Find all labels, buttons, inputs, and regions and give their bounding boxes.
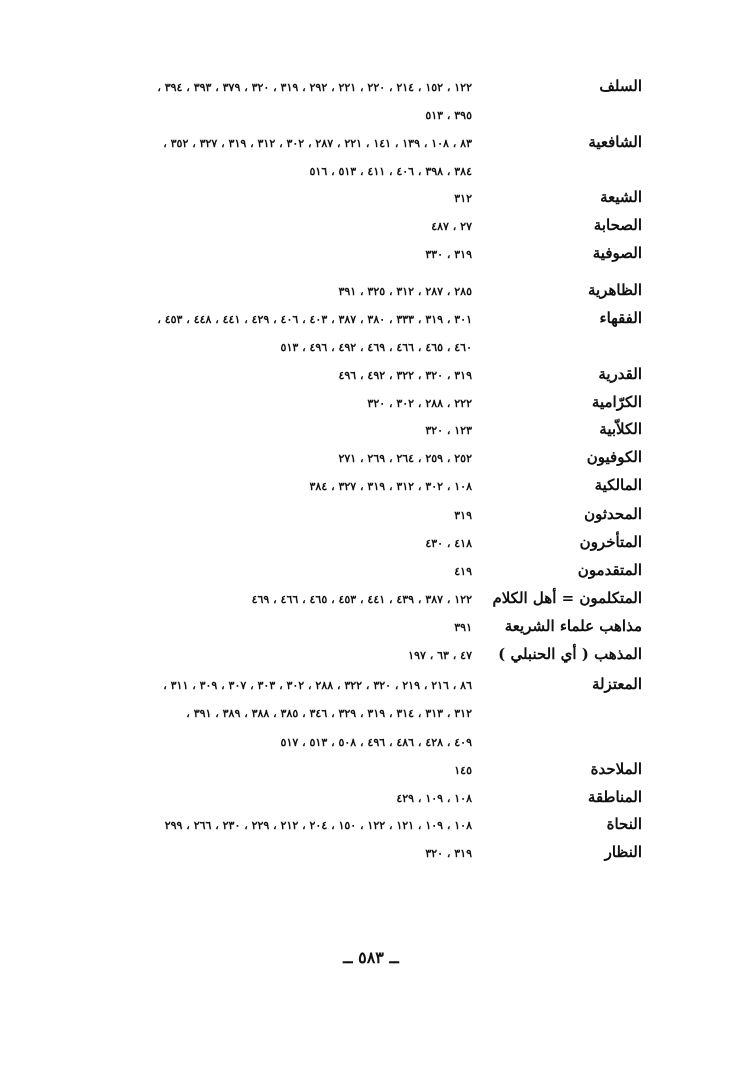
- page-references: ١٢٢ ، ٣٨٧ ، ٤٣٩ ، ٤٤١ ، ٤٥٣ ، ٤٦٥ ، ٤٦٦ ، ٤٦٩: [251, 593, 472, 606]
- index-term: الكرّامية: [591, 393, 642, 411]
- index-term: الفقهاء: [599, 309, 642, 327]
- index-term: المالكية: [594, 476, 642, 494]
- page-references: ٤٠٩ ، ٤٢٨ ، ٤٨٦ ، ٤٩٦ ، ٥٠٨ ، ٥١٣ ، ٥١٧: [280, 736, 472, 749]
- index-term: المحدثون: [584, 505, 642, 523]
- index-term: الشيعة: [600, 188, 642, 206]
- page-references: ١٠٨ ، ٣٠٢ ، ٣١٢ ، ٣١٩ ، ٣٢٧ ، ٣٨٤: [309, 480, 472, 493]
- index-term: المتكلمون = أهل الكلام: [492, 589, 642, 607]
- page-references: ١٠٨ ، ١٠٩ ، ١٢١ ، ١٢٢ ، ١٥٠ ، ٢٠٤ ، ٢١٢ ، ٢٢٩ ، ٢٣٠ ، ٢٦٦ ، ٢٩٩: [164, 819, 472, 832]
- page-references: ٢٢٢ ، ٢٨٨ ، ٣٠٢ ، ٣٢٠: [367, 397, 472, 410]
- page-references: ٣٨٤ ، ٣٩٨ ، ٤٠٦ ، ٤١١ ، ٥١٣ ، ٥١٦: [309, 165, 472, 178]
- page-references: ٣١٩ ، ٣٣٠: [425, 248, 472, 261]
- page-references: ٨٣ ، ١٠٨ ، ١٣٩ ، ١٤١ ، ٢٢١ ، ٢٨٧ ، ٣٠٢ ، ٣١٢ ، ٣١٩ ، ٣٢٧ ، ٣٥٢ ،: [163, 137, 472, 150]
- index-term: النظار: [604, 843, 642, 861]
- index-term: النحاة: [606, 815, 642, 833]
- page-references: ١٢٣ ، ٣٢٠: [425, 424, 472, 437]
- index-term: المعتزلة: [591, 675, 642, 693]
- page-references: ٤٦٠ ، ٤٦٥ ، ٤٦٦ ، ٤٦٩ ، ٤٩٢ ، ٤٩٦ ، ٥١٣: [280, 341, 472, 354]
- page-references: ٤١٩: [454, 565, 472, 578]
- index-term: الظاهرية: [587, 281, 642, 299]
- page-references: ٢٨٥ ، ٢٨٧ ، ٣١٢ ، ٣٢٥ ، ٣٩١: [338, 285, 472, 298]
- index-term: المناطقة: [587, 788, 642, 806]
- page-references: ٨٦ ، ٢١٦ ، ٢١٩ ، ٣٢٠ ، ٣٢٢ ، ٢٨٨ ، ٣٠٢ ، ٣٠٣ ، ٣٠٧ ، ٣٠٩ ، ٣١١ ،: [163, 679, 472, 692]
- page-references: ١٤٥: [454, 764, 472, 777]
- index-term: المذهب ( أي الحنبلي ): [498, 645, 642, 663]
- page-references: ٢٥٢ ، ٢٥٩ ، ٢٦٤ ، ٢٦٩ ، ٢٧١: [338, 452, 472, 465]
- page-references: ٤٧ ، ٦٣ ، ١٩٧: [408, 649, 472, 662]
- page-references: ٣١٩: [454, 509, 472, 522]
- index-term: مذاهب علماء الشريعة: [504, 617, 642, 635]
- index-term: السلف: [599, 77, 642, 95]
- page-references: ٣١٩ ، ٣٢٠ ، ٣٢٢ ، ٤٩٢ ، ٤٩٦: [338, 369, 472, 382]
- page-references: ٣١٢ ، ٣١٣ ، ٣١٤ ، ٣١٩ ، ٣٢٩ ، ٣٤٦ ، ٣٨٥ ، ٣٨٨ ، ٣٨٩ ، ٣٩١ ،: [186, 707, 472, 720]
- page-references: ٢٧ ، ٤٨٧: [431, 220, 472, 233]
- index-term: الكلاّبية: [599, 420, 642, 438]
- index-term: المتقدمون: [577, 561, 642, 579]
- index-term: الكوفيون: [586, 448, 642, 466]
- page-references: ٤١٨ ، ٤٣٠: [425, 537, 472, 550]
- index-term: الصوفية: [592, 244, 642, 262]
- page-number: ــ ٥٨٣ ــ: [343, 948, 399, 967]
- index-term: الشافعية: [588, 133, 642, 151]
- index-term: الملاحدة: [590, 760, 642, 778]
- index-term: المتأخرون: [579, 533, 642, 551]
- page-references: ١٢٢ ، ١٥٢ ، ٢١٤ ، ٢٢٠ ، ٢٢١ ، ٢٩٢ ، ٣١٩ ، ٣٢٠ ، ٣٧٩ ، ٣٩٣ ، ٣٩٤ ،: [157, 81, 472, 94]
- index-term: القدرية: [598, 365, 642, 383]
- page-references: ١٠٨ ، ١٠٩ ، ٤٢٩: [396, 792, 472, 805]
- page-references: ٣٠١ ، ٣١٩ ، ٣٣٣ ، ٣٨٠ ، ٣٨٧ ، ٤٠٣ ، ٤٠٦ ، ٤٢٩ ، ٤٤١ ، ٤٤٨ ، ٤٥٣ ،: [157, 313, 472, 326]
- page-references: ٣١٢: [454, 192, 472, 205]
- page-references: ٣٩٥ ، ٥١٣: [425, 109, 472, 122]
- page-references: ٣٩١: [454, 621, 472, 634]
- index-term: الصحابة: [593, 216, 642, 234]
- page-references: ٣١٩ ، ٣٢٠: [425, 847, 472, 860]
